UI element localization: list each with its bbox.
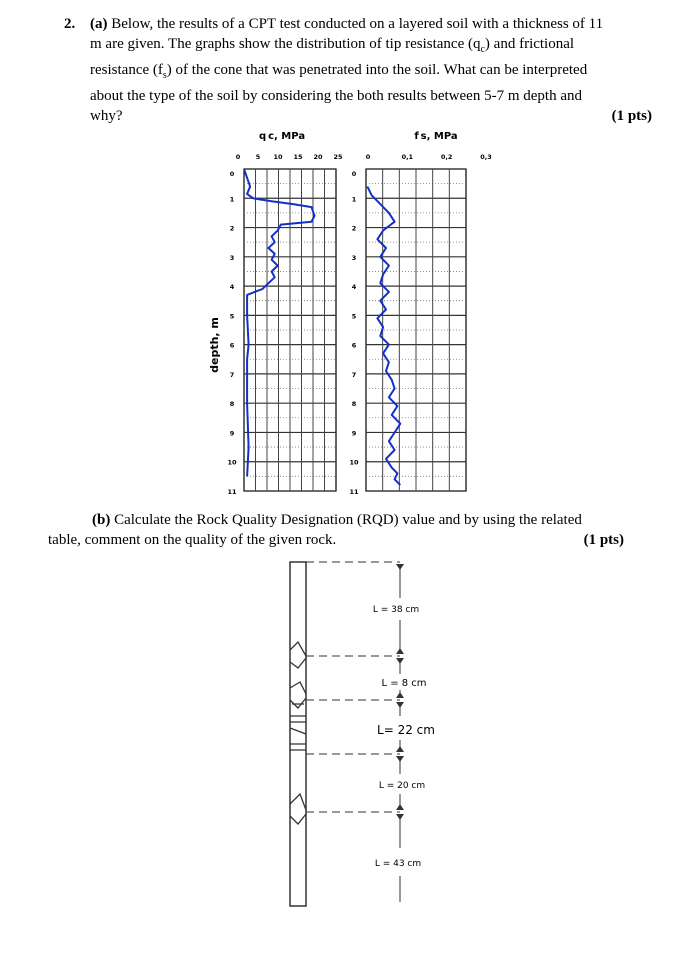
qc-tick-label: 10 [273, 153, 283, 161]
length-label-5: L = 43 cm [374, 859, 422, 869]
part-b-label: (b) [92, 512, 111, 528]
qc-depth-label: 10 [227, 458, 237, 467]
qc-tick-label: 25 [333, 153, 343, 161]
qc-tick-label: 15 [293, 153, 303, 161]
fs-depth-label: 10 [349, 458, 359, 467]
fs-tick-label: 0 [365, 153, 371, 161]
question-2a [64, 14, 652, 126]
part-a-line2: m are given. The graphs show the distribution of tip resistance (q [90, 36, 481, 52]
part-a-line1: Below, the results of a CPT test conducted on a layered soil with a thickness of 11 [111, 16, 604, 32]
qc-depth-label: 1 [229, 195, 235, 204]
part-a-line2b: ) and frictional [484, 36, 575, 52]
qc-depth-label: 5 [229, 312, 235, 321]
qc-title: q c, MPa [258, 131, 306, 142]
length-label-1: L = 38 cm [372, 605, 420, 615]
qc-depth-label: 2 [229, 224, 235, 233]
part-a-points: (1 pts) [611, 108, 652, 124]
fs-series-line [367, 187, 400, 486]
qc-depth-label: 8 [229, 400, 235, 409]
part-b-line2: table, comment on the quality of the given rock. [48, 532, 337, 548]
fs-tick-label: 0,2 [440, 153, 453, 161]
fs-depth-label: 9 [351, 429, 357, 438]
qc-panel [227, 153, 343, 496]
fs-depth-label: 0 [351, 170, 357, 178]
fs-depth-label: 8 [351, 400, 357, 409]
rock-core-diagram [280, 558, 460, 918]
fs-panel [349, 153, 491, 496]
qc-depth-label: 11 [227, 488, 237, 496]
qc-series-line [244, 169, 315, 476]
length-label-3: L= 22 cm [377, 723, 435, 737]
qc-depth-label: 3 [229, 253, 235, 262]
fs-depth-label: 11 [349, 488, 359, 496]
qc-tick-label: 5 [255, 153, 261, 161]
qc-tick-label: 0 [235, 153, 241, 161]
part-b-line1: Calculate the Rock Quality Designation (RQD) value and by using the related [114, 512, 582, 528]
qc-subscript: c [480, 44, 485, 55]
question-number: 2. [64, 16, 76, 32]
qc-depth-label: 6 [229, 341, 235, 350]
cpt-chart [200, 125, 500, 500]
depth-axis-label: depth, m [208, 317, 221, 373]
qc-tick-label: 20 [313, 153, 323, 161]
fs-depth-label: 1 [351, 195, 357, 204]
fs-tick-label: 0,3 [480, 153, 492, 161]
part-a-line3a: resistance (f [90, 62, 163, 78]
fs-depth-label: 3 [351, 253, 357, 262]
fs-title: f s, MPa [414, 131, 458, 142]
question-2b [48, 510, 624, 550]
fs-tick-label: 0,1 [401, 153, 414, 161]
part-a-label: (a) [90, 16, 108, 32]
qc-depth-label: 0 [229, 170, 235, 178]
part-a-line3b: ) of the cone that was penetrated into the soil. What can be interpreted [166, 62, 588, 78]
qc-depth-label: 7 [229, 370, 235, 379]
fs-depth-label: 5 [351, 312, 357, 321]
part-b-points: (1 pts) [583, 532, 624, 548]
fs-depth-label: 2 [351, 224, 357, 233]
part-a-line4: about the type of the soil by considering the both results between 5-7 m depth and [90, 88, 582, 104]
fs-depth-label: 6 [351, 341, 357, 350]
fs-depth-label: 4 [351, 283, 357, 292]
qc-depth-label: 4 [229, 283, 235, 292]
part-a-line5: why? [90, 108, 123, 124]
fs-subscript: s [162, 70, 167, 81]
fs-depth-label: 7 [351, 370, 357, 379]
core-fractures [290, 642, 306, 824]
qc-depth-label: 9 [229, 429, 235, 438]
length-label-4: L = 20 cm [378, 781, 426, 791]
length-label-2: L = 8 cm [381, 678, 427, 689]
